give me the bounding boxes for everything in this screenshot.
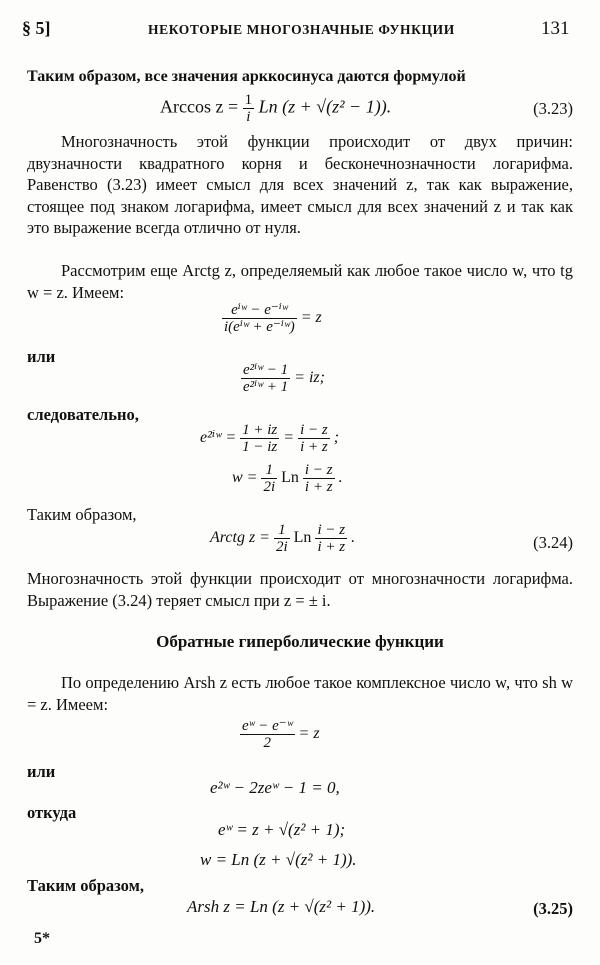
eq-rhs: Ln (z + √(z² − 1)). [258,96,392,117]
equation-number: (3.24) [533,533,573,552]
equation-3-25: Arsh z = Ln (z + √(z² + 1)). [187,897,376,916]
frac-num: 1 [274,522,290,539]
frac-num: i − z [317,522,346,538]
eq-mid: = [283,429,295,447]
frac-num: 1 [244,92,253,108]
paragraph-5: По определению Arsh z есть любое такое комплексное число w, что sh w = z. Имеем: [27,673,573,714]
frac-den: i + z [300,439,328,455]
eq-rhs: = z [300,309,322,327]
fraction [315,522,347,555]
eq-rhs: = iz; [294,369,325,387]
frac-den: i(eⁱʷ + e⁻ⁱʷ) [224,319,295,335]
section-heading: Обратные гиперболические функции [156,632,444,651]
frac-den: i [246,109,251,125]
page-number: 131 [541,18,570,39]
paragraph-3: Рассмотрим еще Arctg z, определяемый как любое такое число w, что tg w = z. Имеем: [27,261,573,302]
equation-3-23 [160,92,391,125]
equation-number: (3.25) [533,899,573,918]
frac-num: e²ⁱʷ − 1 [243,362,289,378]
frac-num: 1 + iz [242,422,278,438]
ln: Ln [293,529,312,547]
fraction [261,462,277,495]
equation-quadratic: e²ʷ − 2zeʷ − 1 = 0, [210,778,340,797]
fraction [240,422,279,455]
eq-lhs: w = [232,469,258,487]
paragraph-1: Таким образом, все значения арккосинуса даются формулой [27,68,466,85]
frac-den: i + z [317,539,346,555]
equation-e2iw [200,422,339,455]
frac-den: 2i [275,539,288,555]
fraction [274,522,290,555]
equation-ew: eʷ = z + √(z² + 1); [218,820,346,839]
fraction [240,718,295,751]
frac-den: 1 − iz [242,439,278,455]
word-ili: или [27,347,56,366]
frac-num: eʷ − e⁻ʷ [242,718,293,734]
eq-end: . [351,529,356,547]
equation-tg [222,302,322,335]
paragraph-4: Многозначность этой функции происходит от многозначности логарифма. Выражение (3.24) теряет смысл при z = ± i. [27,569,573,610]
equation-w-ln: w = Ln (z + √(z² + 1)). [200,850,357,869]
word-otkuda: откуда [27,803,77,822]
equation-number: (3.23) [533,99,573,118]
word-takim-2: Таким образом, [27,876,144,895]
fraction [243,92,255,125]
equation-3-24 [210,522,355,555]
equation-sh [240,718,320,751]
frac-den: 2 [263,735,272,751]
running-title: НЕКОТОРЫЕ МНОГОЗНАЧНЫЕ ФУНКЦИИ [148,22,455,37]
eq-end: . [338,469,343,487]
ln: Ln [281,469,299,487]
word-ili-2: или [27,762,56,781]
frac-num: 1 [261,462,277,479]
frac-num: eⁱʷ − e⁻ⁱʷ [222,302,297,319]
eq-lhs: Arccos z = [160,96,239,117]
paragraph-2: Многозначность этой функции происходит от двух причин: двузначности квадратного корня и бесконечнозначности логарифма. Равенство (3.23) имеет смысл для всех значений z, так как выражение, стоящее под знаком логарифма, имеет смысл для всех значений z и так как это выражение всегда отлично от нуля. [27,132,573,238]
fraction [298,422,330,455]
eq-lhs: Arctg z = [210,529,270,547]
frac-den: e²ⁱʷ + 1 [243,379,289,395]
fraction [241,362,290,395]
section-mark: § 5] [22,18,51,38]
fraction [303,462,335,495]
frac-den: i + z [304,479,333,495]
word-sledovatelno: следовательно, [27,405,139,424]
frac-num: i − z [300,422,328,438]
frac-num: i − z [304,462,333,478]
word-takim: Таким образом, [27,505,137,524]
eq-end: ; [333,429,340,447]
fraction [222,302,297,335]
equation-w [232,462,343,495]
eq-lhs: e²ⁱʷ = [200,429,237,447]
signature-mark: 5* [34,930,50,947]
eq-rhs: = z [298,725,320,743]
frac-den: 2i [263,479,276,495]
equation-iz [241,362,325,395]
